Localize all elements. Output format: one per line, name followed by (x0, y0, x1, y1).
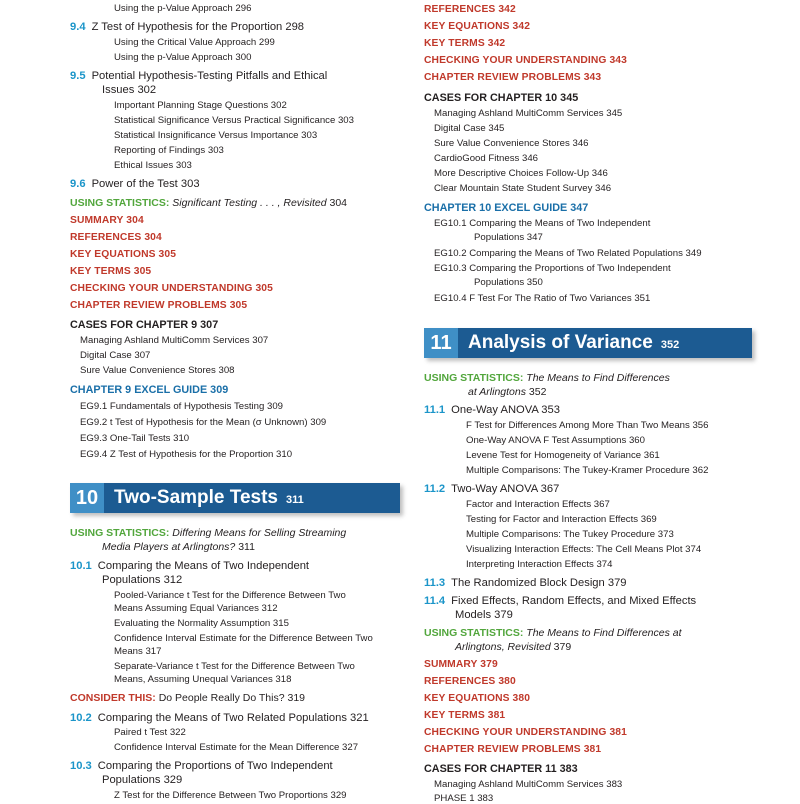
case-item[interactable]: Sure Value Convenience Stores 346 (434, 138, 589, 149)
toc-subentry[interactable]: Using the p-Value Approach 300 (114, 52, 252, 63)
excel-guide-item[interactable]: EG9.2 t Test of Hypothesis for the Mean (σ Unknown) 309 (80, 417, 327, 428)
left-column (0, 0, 400, 800)
section-number: 9.6 (70, 178, 86, 190)
checking-understanding-link[interactable]: CHECKING YOUR UNDERSTANDING 343 (424, 55, 627, 66)
toc-subentry-continued: Means, Assuming Unequal Variances 318 (114, 674, 292, 685)
toc-subentry[interactable]: Reporting of Findings 303 (114, 145, 224, 156)
consider-this-entry[interactable] (70, 692, 305, 704)
section-number: 10.3 (70, 760, 92, 772)
key-terms-link[interactable]: KEY TERMS 342 (424, 38, 506, 49)
section-number: 10.2 (70, 712, 92, 724)
key-terms-link[interactable]: KEY TERMS 305 (70, 266, 152, 277)
excel-guide-heading[interactable]: CHAPTER 9 EXCEL GUIDE 309 (70, 384, 229, 396)
page-number: 311 (238, 541, 255, 553)
using-statistics-entry[interactable] (424, 372, 670, 384)
checking-understanding-link[interactable]: CHECKING YOUR UNDERSTANDING 381 (424, 727, 627, 738)
section-title: The Randomized Block Design 379 (451, 577, 627, 589)
toc-subentry[interactable]: Important Planning Stage Questions 302 (114, 100, 287, 111)
toc-subentry[interactable]: Using the p-Value Approach 296 (114, 3, 252, 14)
section-number: 11.2 (424, 483, 446, 495)
using-statistics-continued (455, 641, 571, 653)
consider-this-text: Do People Really Do This? 319 (158, 692, 305, 704)
chapter-page: 352 (660, 339, 680, 351)
section-title: Fixed Effects, Random Effects, and Mixed Effects (451, 595, 697, 607)
excel-guide-item[interactable]: EG10.2 Comparing the Means of Two Related Populations 349 (434, 248, 702, 259)
cases-heading[interactable]: CASES FOR CHAPTER 10 345 (424, 92, 579, 104)
page-number: 352 (528, 386, 547, 398)
toc-subentry[interactable]: Separate-Variance t Test for the Difference Between Two (114, 661, 355, 672)
excel-guide-item[interactable]: EG10.4 F Test For The Ratio of Two Variances 351 (434, 293, 651, 304)
chapter-number: 10 (70, 483, 104, 513)
cases-heading[interactable]: CASES FOR CHAPTER 11 383 (424, 763, 578, 775)
toc-section-10-2[interactable] (70, 712, 369, 725)
using-statistics-text: Significant Testing . . . , Revisited (172, 197, 327, 209)
toc-section-11-4[interactable] (424, 595, 696, 608)
section-number: 11.1 (424, 404, 446, 416)
section-title-continued: Issues 302 (102, 84, 157, 96)
excel-guide-item[interactable]: EG9.3 One-Tail Tests 310 (80, 433, 190, 444)
using-statistics-text: The Means to Find Differences (526, 372, 670, 384)
toc-subentry[interactable]: Statistical Significance Versus Practical Significance 303 (114, 115, 354, 126)
toc-section-10-3[interactable] (70, 760, 333, 773)
toc-section-11-2[interactable] (424, 483, 559, 496)
using-statistics-text: The Means to Find Differences at (526, 627, 682, 639)
chapter-review-link[interactable]: CHAPTER REVIEW PROBLEMS 343 (424, 72, 602, 83)
toc-section-11-3[interactable] (424, 577, 627, 590)
case-item[interactable]: Digital Case 307 (80, 350, 151, 361)
using-statistics-entry[interactable] (424, 627, 682, 639)
toc-subentry[interactable]: Factor and Interaction Effects 367 (466, 499, 610, 510)
checking-understanding-link[interactable]: CHECKING YOUR UNDERSTANDING 305 (70, 283, 273, 294)
section-title: Power of the Test 303 (91, 178, 200, 190)
excel-guide-item-continued: Populations 350 (474, 277, 543, 288)
section-title-continued: Populations 329 (102, 774, 183, 786)
case-item[interactable]: Digital Case 345 (434, 123, 505, 134)
toc-subentry[interactable]: Paired t Test 322 (114, 727, 186, 738)
toc-subentry[interactable]: Ethical Issues 303 (114, 160, 192, 171)
chapter-title-text: Analysis of Variance (468, 332, 653, 353)
excel-guide-item[interactable]: EG9.1 Fundamentals of Hypothesis Testing 309 (80, 401, 284, 412)
key-terms-link[interactable]: KEY TERMS 381 (424, 710, 506, 721)
using-statistics-entry[interactable] (70, 527, 346, 539)
chapter-title-text: Two-Sample Tests (114, 487, 278, 508)
right-column (400, 0, 800, 804)
toc-section-10-1[interactable] (70, 560, 309, 573)
consider-this-label: CONSIDER THIS: (70, 692, 156, 704)
toc-subentry-continued: Means Assuming Equal Variances 312 (114, 603, 278, 614)
case-item[interactable]: Clear Mountain State Student Survey 346 (434, 183, 612, 194)
excel-guide-heading[interactable]: CHAPTER 10 EXCEL GUIDE 347 (424, 202, 589, 214)
chapter-number: 11 (424, 328, 458, 358)
toc-subentry[interactable]: Multiple Comparisons: The Tukey-Kramer Procedure 362 (466, 465, 709, 476)
case-item[interactable]: Managing Ashland MultiComm Services 345 (434, 108, 623, 119)
toc-subentry[interactable]: One-Way ANOVA F Test Assumptions 360 (466, 435, 645, 446)
using-statistics-text: Arlingtons, Revisited (455, 641, 551, 653)
toc-subentry-continued: Means 317 (114, 646, 162, 657)
using-statistics-continued (102, 541, 255, 553)
toc-section-9-5[interactable] (70, 70, 327, 83)
toc-subentry[interactable]: Using the Critical Value Approach 299 (114, 37, 275, 48)
references-link[interactable]: REFERENCES 304 (70, 232, 162, 243)
using-statistics-text: at Arlingtons (468, 386, 526, 398)
using-statistics-continued (468, 386, 546, 398)
case-item[interactable]: More Descriptive Choices Follow-Up 346 (434, 168, 608, 179)
toc-subentry[interactable]: Confidence Interval Estimate for the Mean Difference 327 (114, 742, 359, 753)
toc-subentry[interactable]: Confidence Interval Estimate for the Difference Between Two (114, 633, 373, 644)
section-number: 11.3 (424, 577, 446, 589)
section-title: Z Test of Hypothesis for the Proportion 298 (91, 21, 305, 33)
page-number: 304 (329, 197, 348, 209)
section-title: Comparing the Proportions of Two Independent (97, 760, 333, 772)
case-item[interactable]: PHASE 1 383 (434, 793, 494, 804)
excel-guide-item-continued: Populations 347 (474, 232, 543, 243)
case-item[interactable]: Sure Value Convenience Stores 308 (80, 365, 235, 376)
toc-subentry[interactable]: Z Test for the Difference Between Two Proportions 329 (114, 790, 347, 801)
section-title-continued: Models 379 (455, 609, 513, 621)
cases-heading[interactable]: CASES FOR CHAPTER 9 307 (70, 319, 219, 331)
summary-link[interactable]: SUMMARY 379 (424, 659, 498, 670)
toc-subentry[interactable]: Evaluating the Normality Assumption 315 (114, 618, 289, 629)
key-equations-link[interactable]: KEY EQUATIONS 342 (424, 21, 531, 32)
using-statistics-entry[interactable] (70, 197, 347, 209)
section-title: One-Way ANOVA 353 (451, 404, 560, 416)
chapter-10-banner[interactable] (70, 483, 400, 513)
toc-subentry[interactable]: Statistical Insignificance Versus Importance 303 (114, 130, 318, 141)
references-link[interactable]: REFERENCES 380 (424, 676, 516, 687)
chapter-review-link[interactable]: CHAPTER REVIEW PROBLEMS 305 (70, 300, 248, 311)
references-link[interactable]: REFERENCES 342 (424, 4, 516, 15)
chapter-title (468, 328, 679, 360)
using-statistics-label: USING STATISTICS: (70, 197, 170, 209)
toc-subentry[interactable]: Testing for Factor and Interaction Effects 369 (466, 514, 657, 525)
chapter-page: 311 (286, 494, 304, 506)
case-item[interactable]: Managing Ashland MultiComm Services 307 (80, 335, 269, 346)
toc-subentry[interactable]: Levene Test for Homogeneity of Variance 361 (466, 450, 660, 461)
toc-section-11-1[interactable] (424, 404, 560, 417)
section-number: 9.5 (70, 70, 86, 82)
page-number: 379 (553, 641, 572, 653)
using-statistics-label: USING STATISTICS: (424, 372, 524, 384)
toc-subentry[interactable]: F Test for Differences Among More Than Two Means 356 (466, 420, 709, 431)
excel-guide-item[interactable]: EG10.1 Comparing the Means of Two Independent (434, 218, 651, 229)
section-number: 10.1 (70, 560, 92, 572)
toc-section-9-4[interactable] (70, 21, 304, 34)
toc-subentry[interactable]: Visualizing Interaction Effects: The Cell Means Plot 374 (466, 544, 702, 555)
using-statistics-text: Differing Means for Selling Streaming (172, 527, 347, 539)
section-title-continued: Populations 312 (102, 574, 183, 586)
section-title: Comparing the Means of Two Independent (97, 560, 310, 572)
chapter-review-link[interactable]: CHAPTER REVIEW PROBLEMS 381 (424, 744, 602, 755)
excel-guide-item[interactable]: EG10.3 Comparing the Proportions of Two Independent (434, 263, 671, 274)
chapter-11-banner[interactable] (424, 328, 752, 358)
using-statistics-text: Media Players at Arlingtons? (102, 541, 236, 553)
section-title: Comparing the Means of Two Related Populations 321 (97, 712, 369, 724)
toc-subentry[interactable]: Multiple Comparisons: The Tukey Procedure 373 (466, 529, 674, 540)
case-item[interactable]: Managing Ashland MultiComm Services 383 (434, 779, 623, 790)
using-statistics-label: USING STATISTICS: (424, 627, 524, 639)
section-title: Potential Hypothesis-Testing Pitfalls and Ethical (91, 70, 328, 82)
section-title: Two-Way ANOVA 367 (451, 483, 560, 495)
key-equations-link[interactable]: KEY EQUATIONS 305 (70, 249, 177, 260)
toc-subentry[interactable]: Pooled-Variance t Test for the Difference Between Two (114, 590, 346, 601)
using-statistics-label: USING STATISTICS: (70, 527, 170, 539)
section-number: 11.4 (424, 595, 446, 607)
toc-section-9-6[interactable] (70, 178, 200, 191)
excel-guide-item[interactable]: EG9.4 Z Test of Hypothesis for the Proportion 310 (80, 449, 293, 460)
chapter-title (114, 483, 304, 515)
key-equations-link[interactable]: KEY EQUATIONS 380 (424, 693, 531, 704)
toc-subentry[interactable]: Interpreting Interaction Effects 374 (466, 559, 613, 570)
summary-link[interactable]: SUMMARY 304 (70, 215, 144, 226)
section-number: 9.4 (70, 21, 86, 33)
case-item[interactable]: CardioGood Fitness 346 (434, 153, 538, 164)
